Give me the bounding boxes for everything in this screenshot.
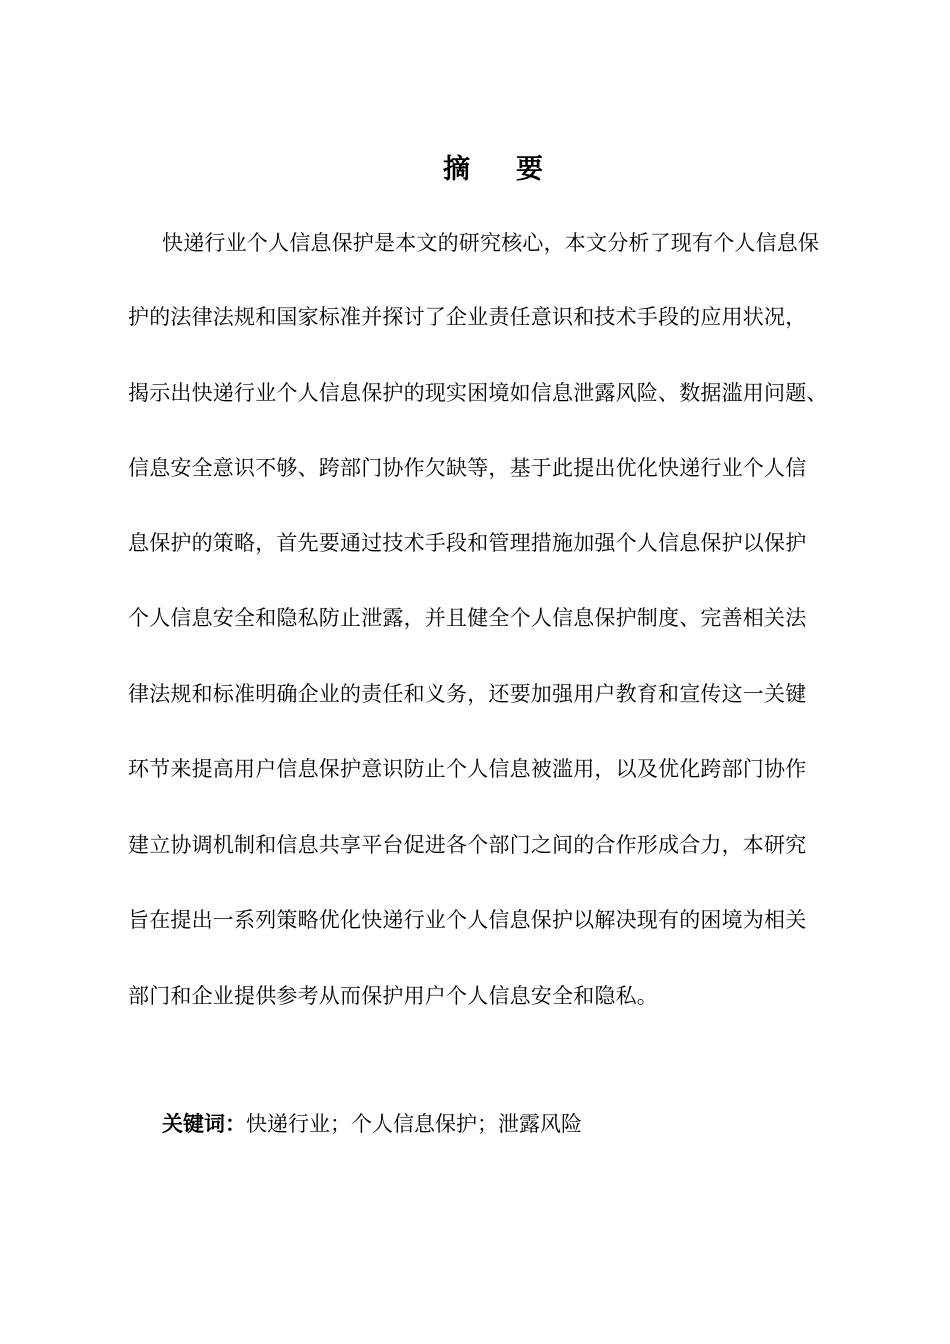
keywords-label: 关键词：: [162, 1112, 246, 1136]
abstract-line-1: 快递行业个人信息保护是本文的研究核心，本文分析了现有个人信息保: [162, 231, 820, 255]
title-part-2: 要: [516, 154, 543, 185]
page-title: [0, 150, 950, 190]
abstract-line-8: 环节来提高用户信息保护意识防止个人信息被滥用，以及优化跨部门协作: [128, 757, 807, 781]
abstract-line-5: 息保护的策略，首先要通过技术手段和管理措施加强个人信息保护以保护: [128, 531, 807, 555]
abstract-line-10: 旨在提出一系列策略优化快递行业个人信息保护以解决现有的困境为相关: [128, 908, 807, 932]
keywords-line: [162, 1108, 582, 1140]
abstract-line-7: 律法规和标准明确企业的责任和义务，还要加强用户教育和宣传这一关键: [128, 682, 807, 706]
title-part-1: 摘: [443, 154, 470, 185]
abstract-line-11: 部门和企业提供参考从而保护用户个人信息安全和隐私。: [128, 984, 658, 1008]
abstract-line-9: 建立协调机制和信息共享平台促进各个部门之间的合作形成合力，本研究: [128, 833, 807, 857]
abstract-line-6: 个人信息安全和隐私防止泄露，并且健全个人信息保护制度、完善相关法: [128, 606, 807, 630]
abstract-line-4: 信息安全意识不够、跨部门协作欠缺等，基于此提出优化快递行业个人信: [128, 456, 807, 480]
abstract-line-3: 揭示出快递行业个人信息保护的现实困境如信息泄露风险、数据滥用问题、: [128, 381, 828, 405]
abstract-line-2: 护的法律法规和国家标准并探讨了企业责任意识和技术手段的应用状况，: [128, 305, 807, 329]
keywords-value: 快递行业；个人信息保护；泄露风险: [246, 1112, 582, 1136]
